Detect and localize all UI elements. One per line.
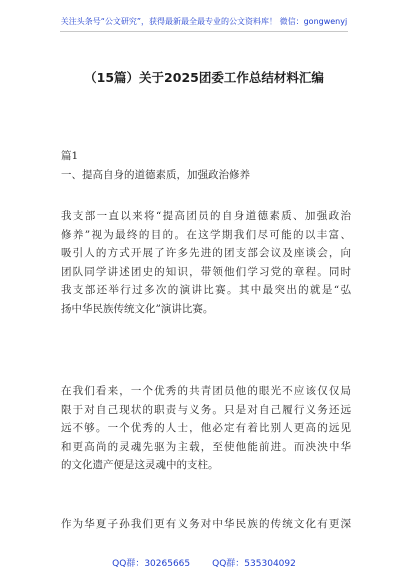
section-heading: 一、提高自身的道德素质，加强政治修养 <box>61 169 250 181</box>
header-banner: 关注头条号“公文研究”，获得最新最全最专业的公文资料库！ 微信：gongwenyj <box>60 17 348 26</box>
qq-group-left: QQ群：30265665 <box>112 559 191 569</box>
section-label: 篇1 <box>61 150 79 162</box>
document-title: （15篇）关于2025团委工作总结材料汇编 <box>84 70 324 85</box>
paragraph-line: 作为华夏子孙我们更有义务对中华民族的传统文化有更深 <box>61 518 351 530</box>
paragraph-line: 修养”视为最终的目的。在这学期我们尽可能的以丰富、 <box>61 228 351 241</box>
paragraph-line: 我支部还举行过多次的演讲比赛。其中最突出的就是“弘 <box>61 284 351 297</box>
paragraph-line: 和更高尚的灵魂先驱为主载，至使他能前进。而泱泱中华 <box>61 440 351 453</box>
paragraph-line: 吸引人的方式开展了许多先进的团支部会议及座谈会，向 <box>61 247 351 260</box>
paragraph-3 <box>61 515 351 534</box>
qq-group-right: QQ群：535304092 <box>212 559 296 569</box>
paragraph-1 <box>61 207 351 319</box>
paragraph-line: 团队同学讲述团史的知识，带领他们学习党的章程。同时 <box>61 265 351 278</box>
paragraph-line: 在我们看来，一个优秀的共青团员他的眼光不应该仅仅局 <box>61 385 351 397</box>
footer-contact <box>0 558 408 570</box>
header-divider <box>60 31 348 32</box>
paragraph-2 <box>61 382 351 475</box>
paragraph-line: 远不够。一个优秀的人士，他必定有着比别人更高的远见 <box>61 422 351 435</box>
paragraph-line: 扬中华民族传统文化”演讲比赛。 <box>61 302 214 315</box>
paragraph-line: 的文化遗产便是这灵魂中的支柱。 <box>61 459 219 472</box>
paragraph-line: 我支部一直以来将“提高团员的自身道德素质、加强政治 <box>61 210 351 222</box>
paragraph-line: 限于对自己现状的职责与义务。只是对自己履行义务还远 <box>61 403 351 416</box>
